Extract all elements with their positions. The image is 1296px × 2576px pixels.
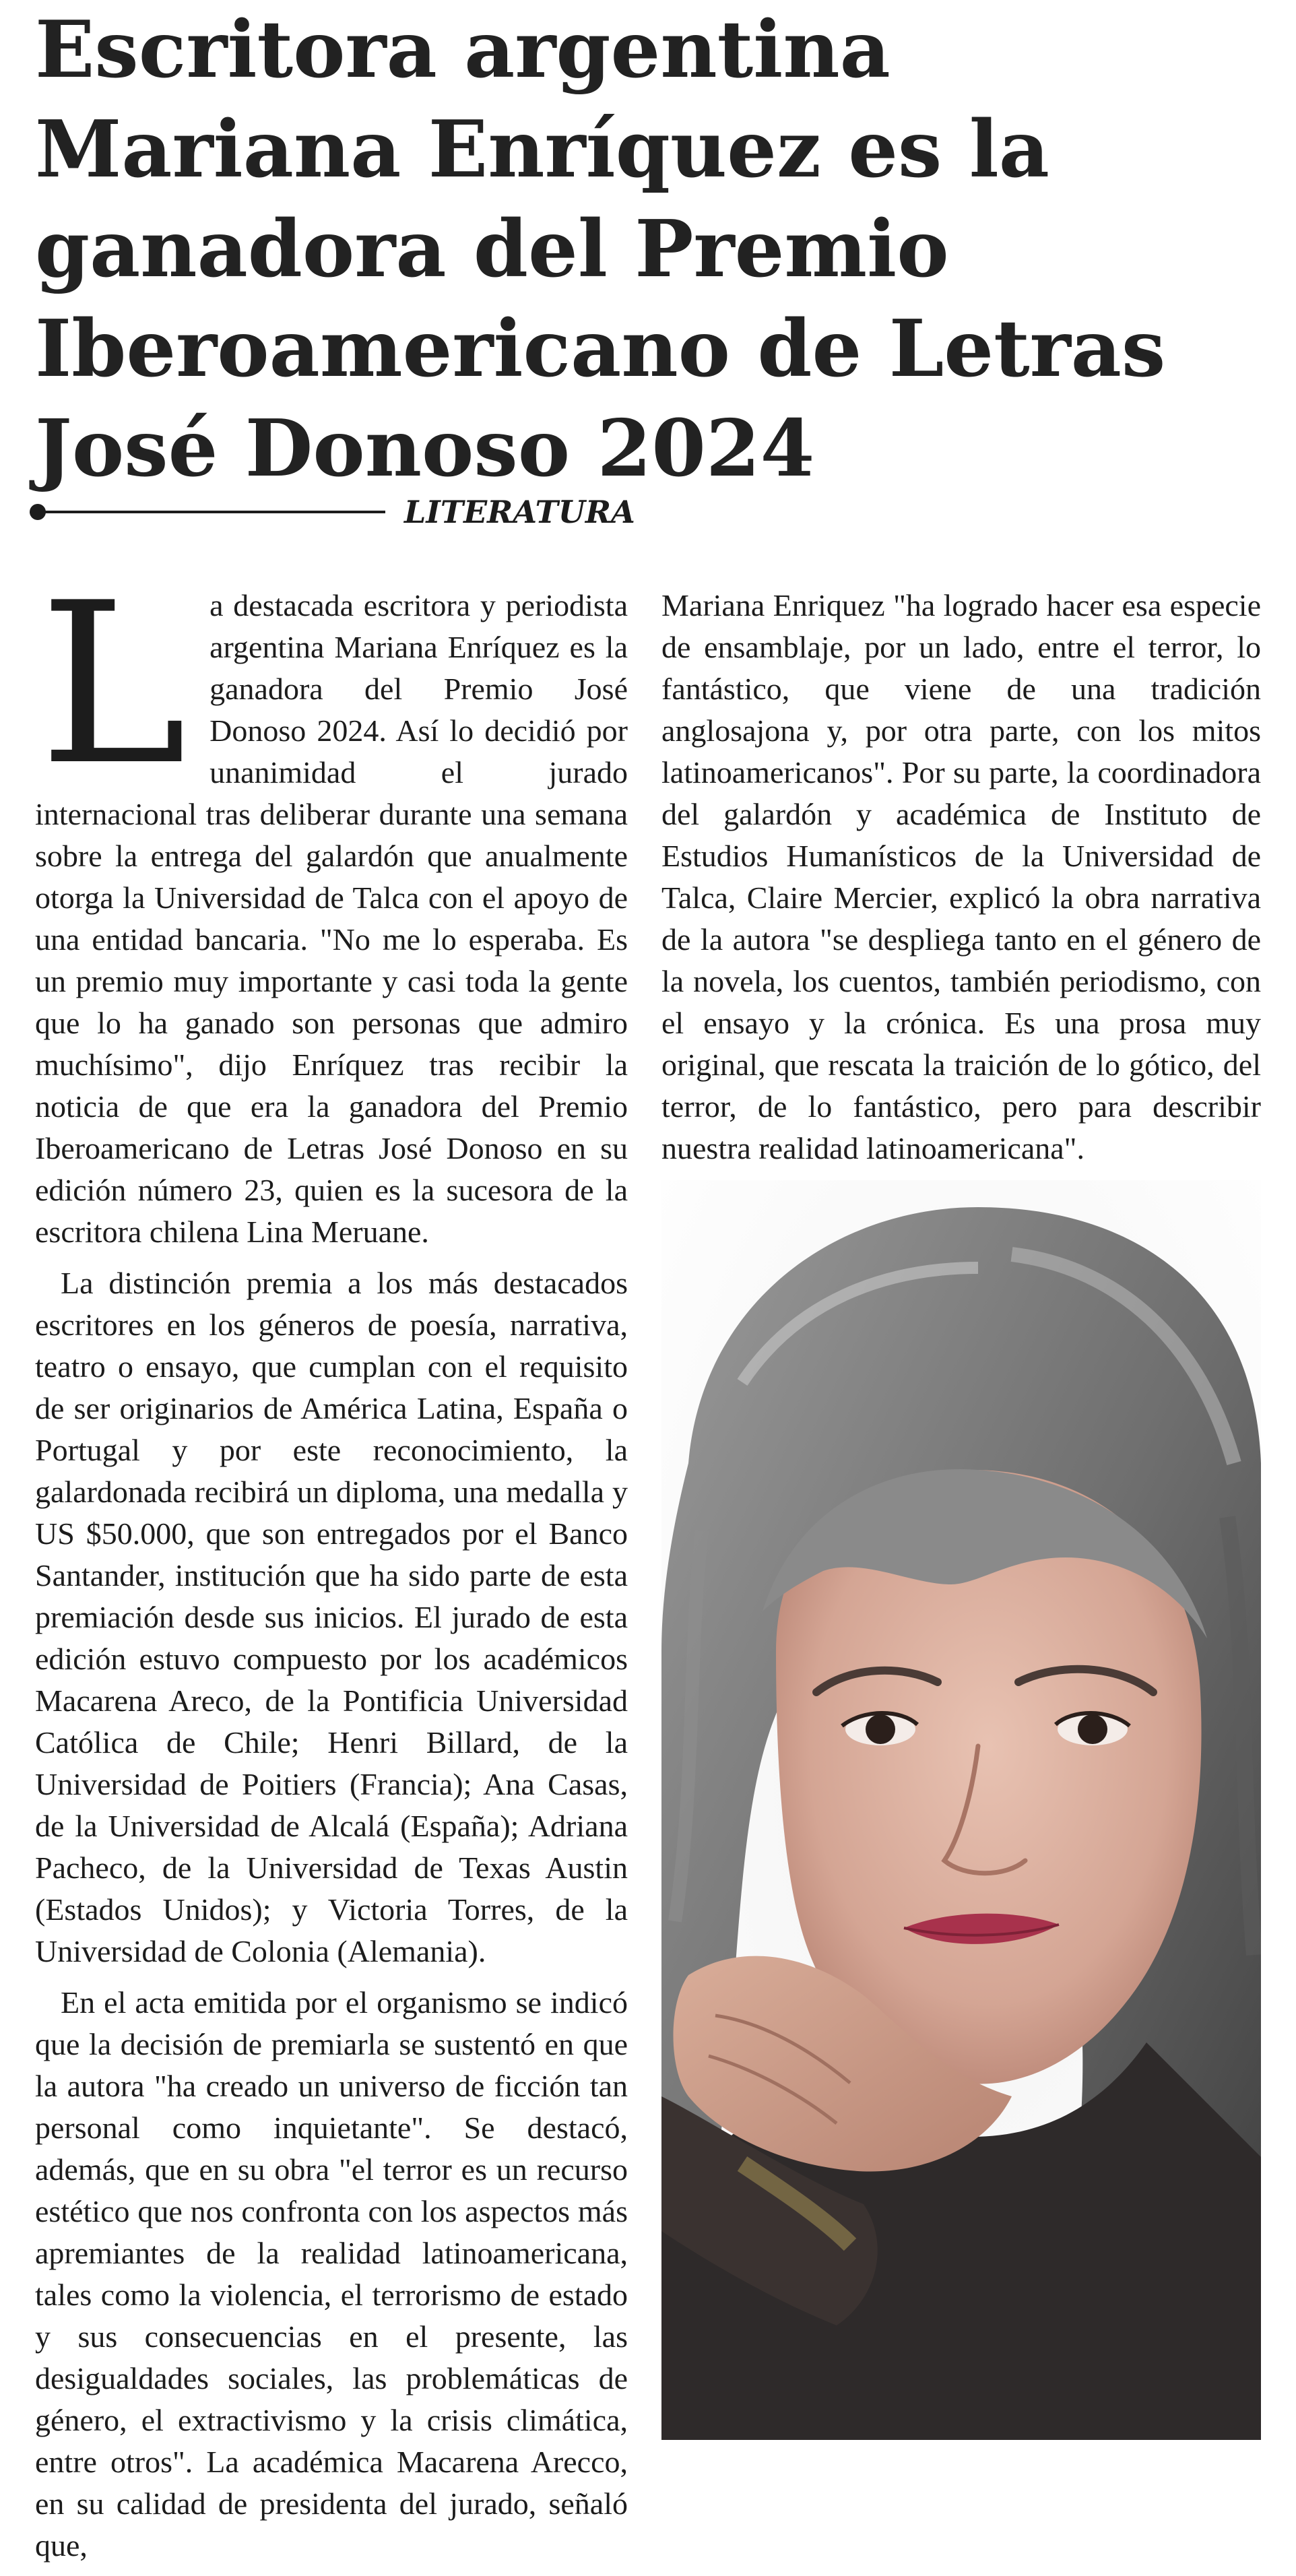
portrait-illustration bbox=[661, 1180, 1261, 2440]
drop-cap: L bbox=[39, 555, 187, 814]
section-rule bbox=[35, 511, 385, 513]
article-column-left bbox=[35, 555, 628, 2576]
article-column-right bbox=[661, 585, 1261, 1179]
paragraph-2: La distinción premia a los más destacados escritores en los géneros de poesía, narrativa, teatro o ensayo, que cumplan con el requisito de ser originarios de América Latina, España o Portugal y por este reconocimiento, la galardonada recibirá un diploma, una medalla y US $50.000, que son entregados por el Banco Santander, institución que ha sido parte de esta premiación desde sus inicios. El jurado de esta edición estuvo compuesto por los académicos Macarena Areco, de la Pontificia Universidad Católica de Chile; Henri Billard, de la Universidad de Poitiers (Francia); Ana Casas, de la Universidad de Alcalá (España); Adriana Pacheco, de la Universidad de Texas Austin (Estados Unidos); y Victoria Torres, de la Universidad de Colonia (Alemania). bbox=[35, 1266, 628, 1968]
paragraph-4: Mariana Enriquez "ha logrado hacer esa especie de ensamblaje, por un lado, entre el terror, lo fantástico, que viene de una tradición anglosajona y, por otra parte, con los mitos latinoamericanos". Por su parte, la coordinadora del galardón y académica de Instituto de Estudios Humanísticos de la Universidad de Talca, Claire Mercier, explicó la obra narrativa de la autora "se despliega tanto en el género de la novela, los cuentos, también periodismo, con el ensayo y la crónica. Es una prosa muy original, que rescata la traición de lo gótico, del terror, de lo fantástico, pero para describir nuestra realidad latinoamericana". bbox=[661, 588, 1261, 1165]
section-label: LITERATURA bbox=[404, 494, 635, 530]
article-headline: Escritora argentina Mariana Enríquez es la ganadora del Premio Iberoamericano de Letras José Donoso 2024 bbox=[35, 4, 1166, 494]
paragraph-3: En el acta emitida por el organismo se indicó que la decisión de premiarla se sustentó en que la autora "ha creado un universo de ficción tan personal como inquietante". Se destacó, además, que en su obra "el terror es un recurso estético que nos confronta con los aspectos más apremiantes de la realidad latinoamericana, tales como la violencia, el terrorismo de estado y sus consecuencias en el presente, las desigualdades sociales, las problemáticas de género, el extractivismo y la crisis climática, entre otros". La académica Macarena Arecco, en su calidad de presidenta del jurado, señaló que, bbox=[35, 1985, 628, 2563]
author-portrait-photo bbox=[661, 1180, 1261, 2440]
paragraph-1: a destacada escritora y periodista argentina Mariana Enríquez es la ganadora del Premio José Donoso 2024. Así lo decidió por unanimidad el jurado internacional tras deliberar durante una semana sobre la entrega del galardón que anualmente otorga la Universidad de Talca con el apoyo de una entidad bancaria. "No me lo esperaba. Es un premio muy importante y casi toda la gente que lo ha ganado son personas que admiro muchísimo", dijo Enríquez tras recibir la noticia de que era la ganadora del Premio Iberoamericano de Letras José Donoso en su edición número 23, quien es la sucesora de la escritora chilena Lina Meruane. bbox=[35, 588, 628, 1249]
